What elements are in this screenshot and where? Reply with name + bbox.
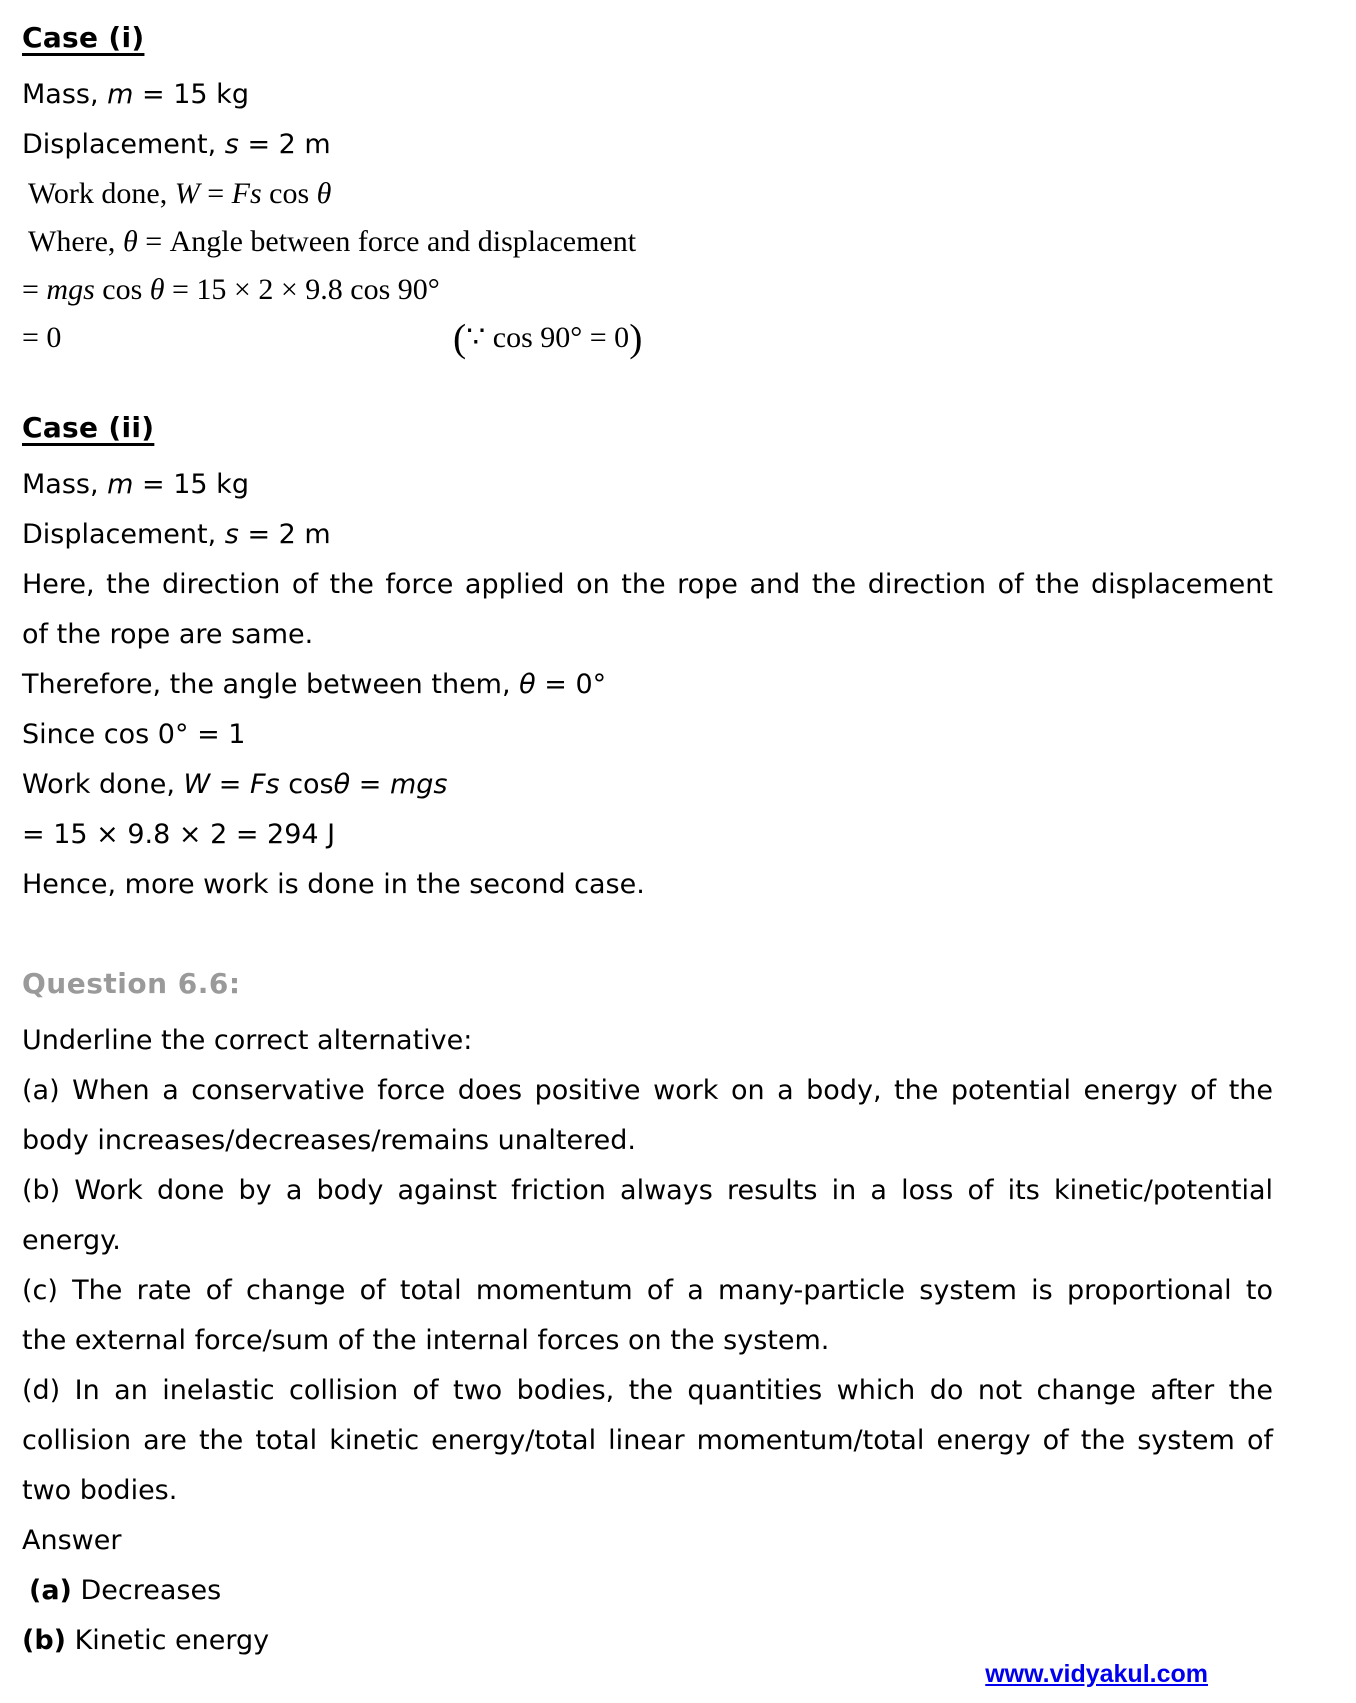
case2-since-line: Since cos 0° = 1 (22, 719, 246, 750)
question-intro-line: Underline the correct alternative: (22, 1025, 473, 1056)
text-segment: = 15 kg (133, 469, 249, 500)
text-segment: = 0° (535, 669, 607, 700)
var-mgs: mgs (389, 769, 448, 800)
var-theta: θ (519, 669, 536, 700)
text-segment: Work done, (22, 769, 184, 800)
text-segment: = Angle between force and displacement (137, 225, 637, 258)
answer-label: Answer (22, 1525, 122, 1556)
case1-displacement-line (22, 120, 1273, 170)
case2-heading (22, 406, 1273, 454)
answer-b-text: Kinetic energy (66, 1625, 270, 1656)
var-W: W (174, 177, 200, 210)
case2-paragraph-line2: of the rope are same. (22, 619, 314, 650)
var-theta: θ (316, 177, 332, 210)
because-body: ∵ cos 90° = 0 (466, 321, 630, 354)
text-segment: = (210, 769, 250, 800)
equation-where (22, 218, 1273, 266)
case2-hence-line: Hence, more work is done in the second case. (22, 869, 645, 900)
case2-mass-line (22, 460, 1273, 510)
var-m: m (107, 469, 134, 500)
text-segment: = (199, 177, 232, 210)
text-segment: cos (94, 273, 150, 306)
question-heading (22, 962, 1273, 1010)
text-segment: = (350, 769, 390, 800)
var-s: s (224, 129, 239, 160)
case2-therefore-line (22, 660, 1273, 710)
question-c-line2: the external force/sum of the internal forces on the system. (22, 1325, 830, 1356)
answer-a-text: Decreases (71, 1575, 222, 1606)
answer-b-line (22, 1616, 1273, 1666)
var-s: s (224, 519, 239, 550)
text-segment: Where, (28, 225, 123, 258)
text-segment: Therefore, the angle between them, (22, 669, 520, 700)
question-heading-text: Question 6.6: (22, 967, 241, 1000)
close-paren: ) (629, 316, 643, 360)
text-segment: Work done, (28, 177, 175, 210)
open-paren: ( (453, 316, 467, 360)
text-segment: Mass, (22, 469, 108, 500)
text-segment: Displacement, (22, 519, 225, 550)
question-b-line1: (b) Work done by a body against friction always results in a loss of its kinetic/potential (22, 1175, 1273, 1206)
case1-heading (22, 16, 1273, 64)
case1-mass-line (22, 70, 1273, 120)
text-segment: = (22, 273, 47, 306)
text-segment: = 2 m (238, 129, 331, 160)
var-theta: θ (149, 273, 165, 306)
question-b-line2: energy. (22, 1225, 121, 1256)
question-d-line1: (d) In an inelastic collision of two bodies, the quantities which do not change after the (22, 1375, 1273, 1406)
equation-mgs (22, 266, 1273, 314)
var-theta: θ (122, 225, 138, 258)
result-zero: = 0 (22, 321, 62, 354)
because-annotation (453, 314, 642, 362)
solution-content (22, 16, 1273, 1666)
var-Fs: Fs (250, 769, 280, 800)
footer-website-link[interactable]: www.vidyakul.com (985, 1660, 1208, 1688)
text-segment: = 15 kg (133, 79, 249, 110)
text-segment: = 2 m (238, 519, 331, 550)
case2-work-done-line (22, 760, 1273, 810)
case2-calc-line: = 15 × 9.8 × 2 = 294 J (22, 819, 336, 850)
case1-heading-text: Case (i) (22, 21, 145, 54)
question-a-line2: body increases/decreases/remains unaltered. (22, 1125, 636, 1156)
answer-a-label: (a) (29, 1575, 72, 1606)
text-segment: cos (279, 769, 334, 800)
question-d-line2: collision are the total kinetic energy/total linear momentum/total energy of the system of (22, 1425, 1273, 1456)
text-segment: cos (261, 177, 317, 210)
case2-paragraph-line1: Here, the direction of the force applied on the rope and the direction of the displacement (22, 569, 1273, 600)
var-mgs: mgs (46, 273, 95, 306)
answer-b-label: (b) (22, 1625, 67, 1656)
var-theta: θ (333, 769, 351, 800)
equation-work-done (22, 170, 1273, 218)
question-c-line1: (c) The rate of change of total momentum of a many-particle system is proportional to (22, 1275, 1273, 1306)
var-W: W (183, 769, 211, 800)
text-segment: Mass, (22, 79, 108, 110)
text-segment: = 15 × 2 × 9.8 cos 90° (164, 273, 440, 306)
question-d-line3: two bodies. (22, 1475, 178, 1506)
answer-a-line (22, 1566, 1273, 1616)
text-segment: Displacement, (22, 129, 225, 160)
case2-heading-text: Case (ii) (22, 411, 155, 444)
case2-displacement-line (22, 510, 1273, 560)
var-m: m (107, 79, 134, 110)
equation-result-zero (22, 314, 1273, 362)
var-Fs: Fs (231, 177, 262, 210)
question-a-line1: (a) When a conservative force does positive work on a body, the potential energy of the (22, 1075, 1273, 1106)
